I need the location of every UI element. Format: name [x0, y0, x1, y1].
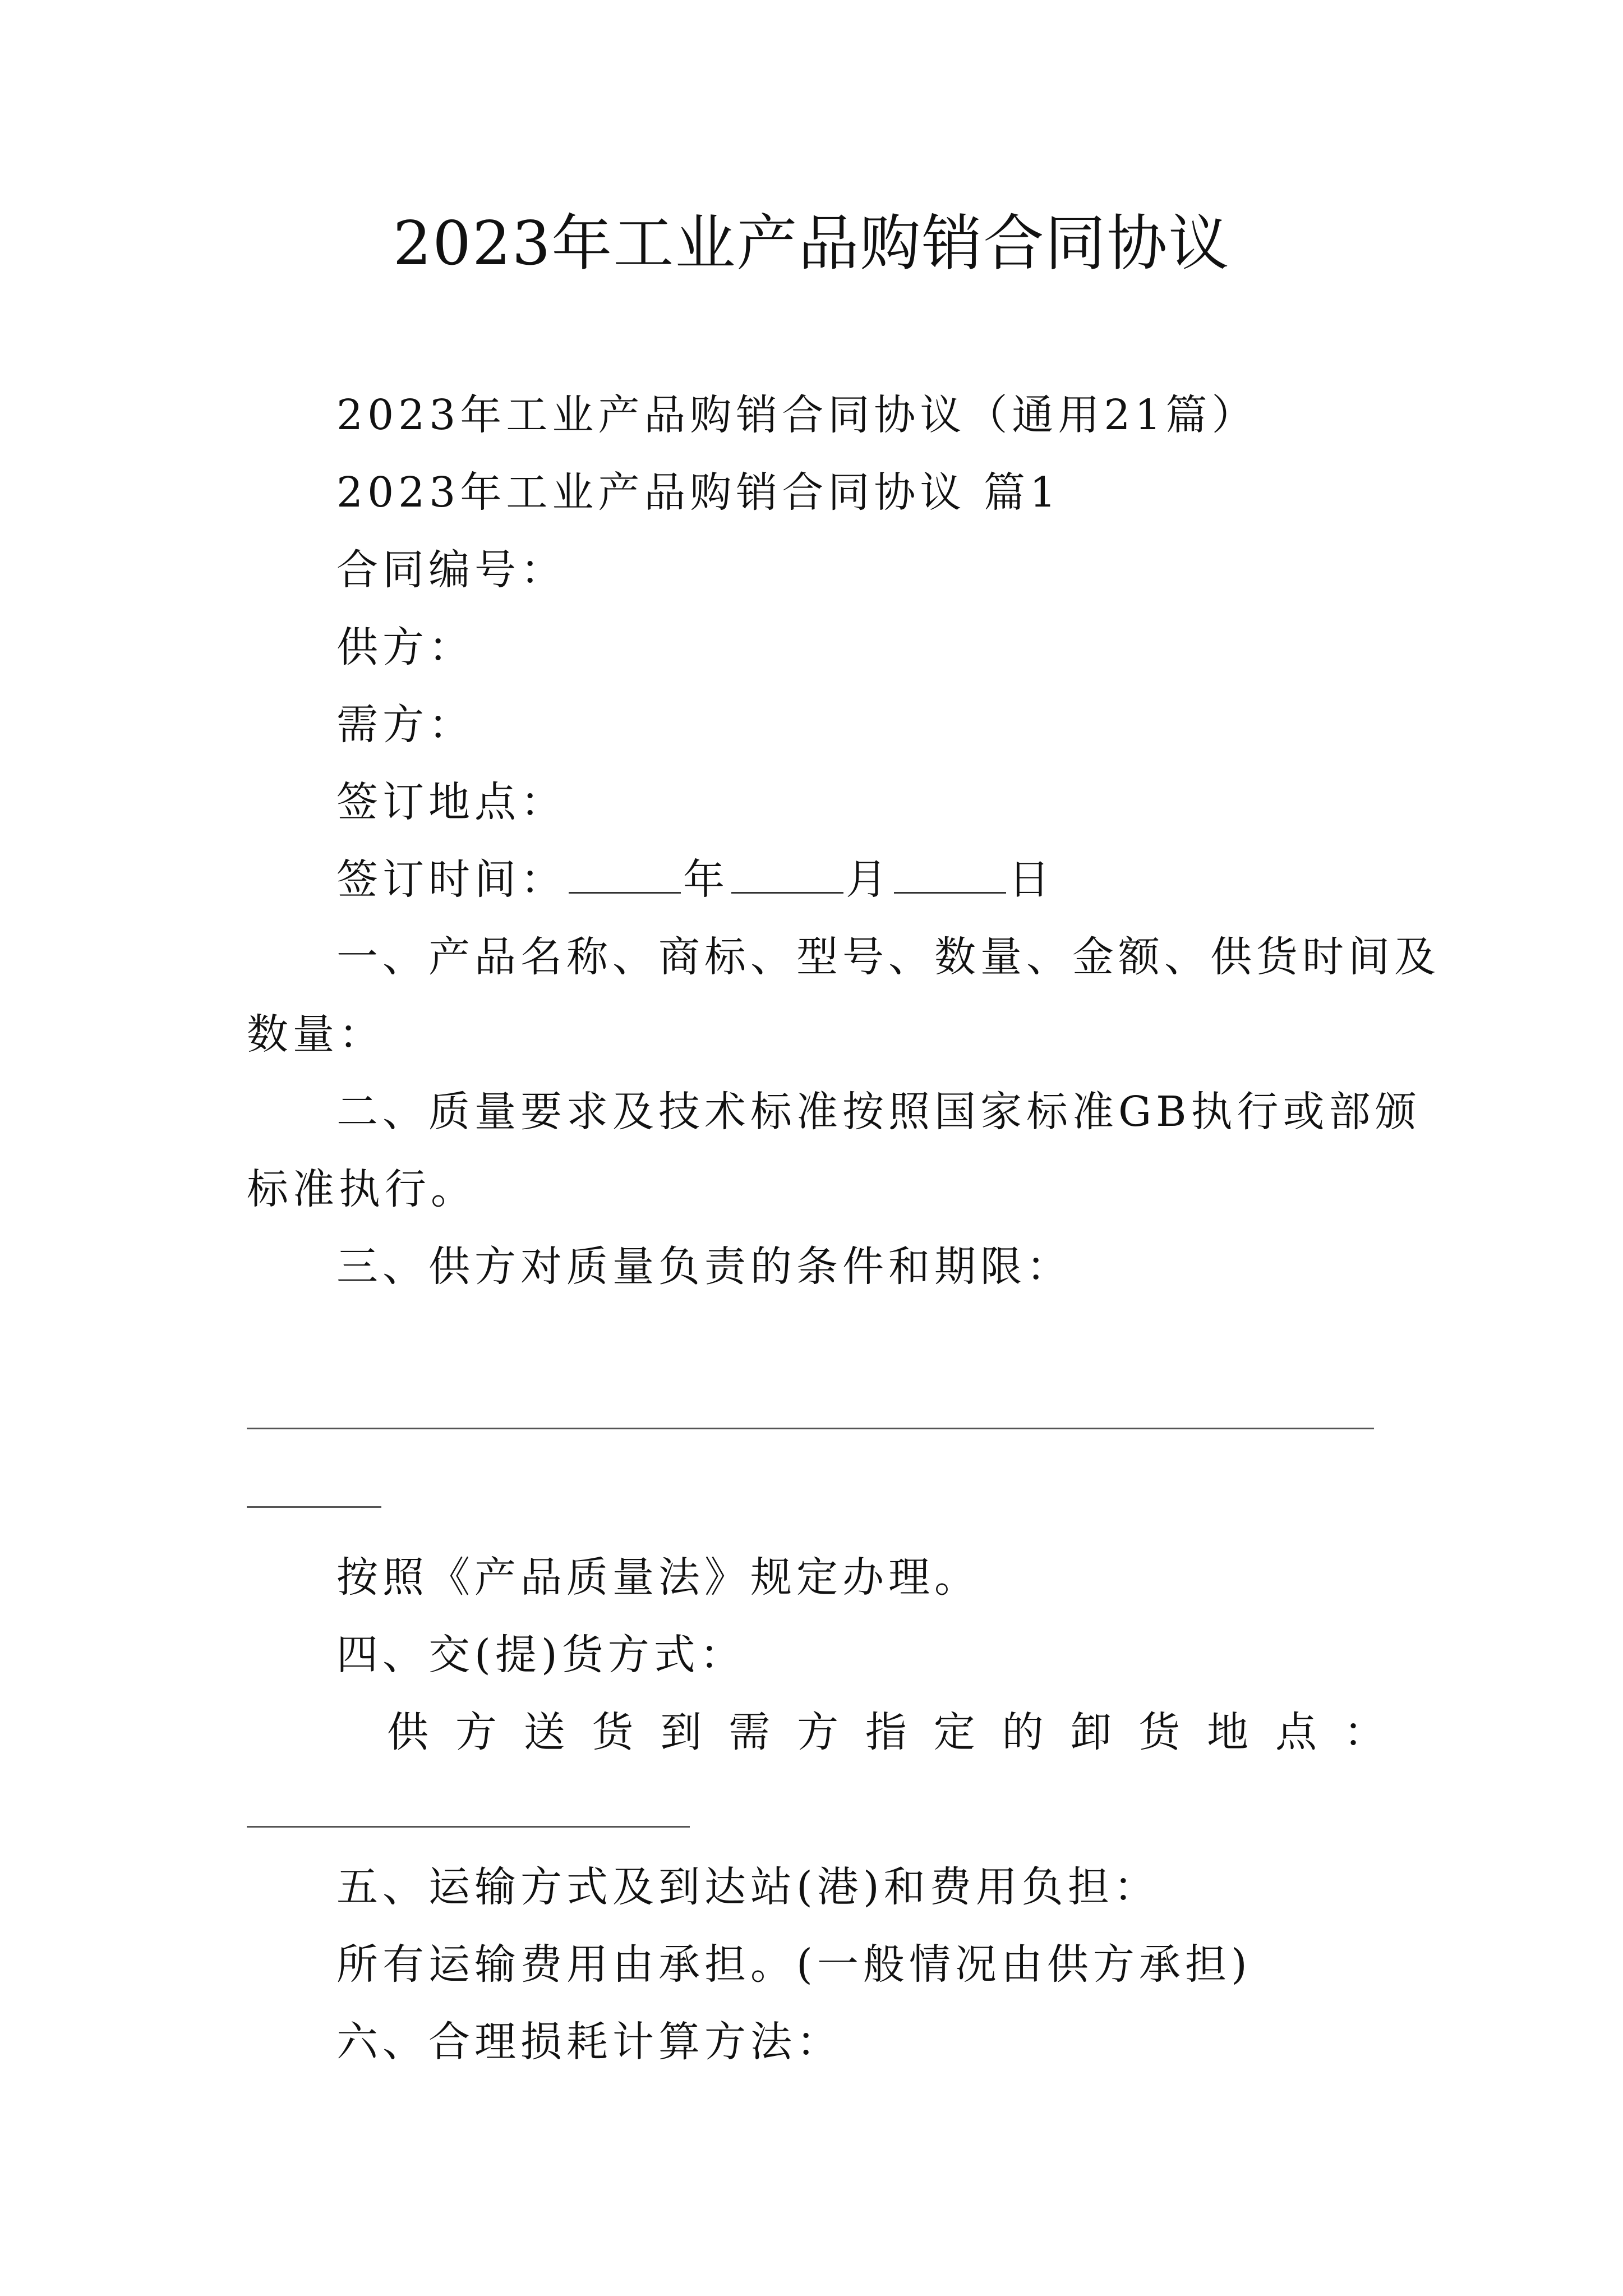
clause-5-detail: 所有运输费用由承担。(一般情况由供方承担): [336, 1940, 1252, 1989]
clause-4-char: 方: [797, 1708, 839, 1756]
clause-4-char: 点: [1275, 1708, 1317, 1756]
clause-4: 四、交(提)货方式：: [336, 1631, 746, 1679]
clause-4-char: 送: [523, 1708, 565, 1756]
clause-4-char: 指: [865, 1708, 907, 1756]
clause-4-char: 的: [1002, 1708, 1044, 1756]
clause-6: 六、合理损耗计算方法：: [336, 2018, 842, 2066]
document-subtitle: 2023年工业产品购销合同协议（通用21篇）: [336, 391, 1258, 439]
clause-4-char: 地: [1207, 1708, 1249, 1756]
clause-1-line-2: 数量：: [247, 1010, 385, 1059]
month-label: 月: [846, 855, 892, 904]
year-label: 年: [683, 855, 729, 904]
clause-3: 三、供方对质量负责的条件和期限：: [336, 1243, 1072, 1291]
field-sign-time: [336, 852, 1054, 908]
field-sign-place: 签订地点：: [336, 778, 566, 826]
clause-2-line-2: 标准执行。: [247, 1165, 477, 1213]
clause-4-char: 需: [728, 1708, 771, 1756]
clause-4-char: ：: [1343, 1708, 1385, 1756]
clause-4-detail: [387, 1704, 1385, 1760]
clause-4-char: 定: [933, 1708, 975, 1756]
clause-4-char: 货: [1138, 1708, 1181, 1756]
document-title: 2023年工业产品购销合同协议: [393, 209, 1230, 279]
clause-4-char: 方: [455, 1708, 497, 1756]
section-heading: 2023年工业产品购销合同协议 篇1: [336, 468, 1061, 517]
fill-in-rule-short: [247, 1506, 381, 1508]
day-label: 日: [1008, 855, 1054, 904]
clause-4-char: 卸: [1070, 1708, 1112, 1756]
year-blank: [569, 858, 681, 894]
field-supplier: 供方：: [336, 623, 474, 671]
clause-4-char: 货: [592, 1708, 634, 1756]
month-blank: [731, 858, 843, 894]
fill-in-rule-long: [247, 1428, 1374, 1429]
clause-4-char: 到: [660, 1708, 702, 1756]
clause-4-char: 供: [387, 1708, 428, 1756]
clause-5: 五、运输方式及到达站(港)和费用负担：: [336, 1863, 1160, 1911]
clause-3-follow: 按照《产品质量法》规定办理。: [336, 1553, 980, 1602]
day-blank: [894, 858, 1006, 894]
sign-time-label: 签订时间：: [336, 855, 566, 904]
fill-in-rule-location: [247, 1826, 690, 1828]
field-contract-no: 合同编号：: [336, 546, 566, 594]
field-buyer: 需方：: [336, 701, 474, 749]
clause-2-line-1: 二、质量要求及技术标准按照国家标准GB执行或部颁: [336, 1088, 1421, 1136]
clause-1-line-1: 一、产品名称、商标、型号、数量、金额、供货时间及: [336, 933, 1440, 981]
